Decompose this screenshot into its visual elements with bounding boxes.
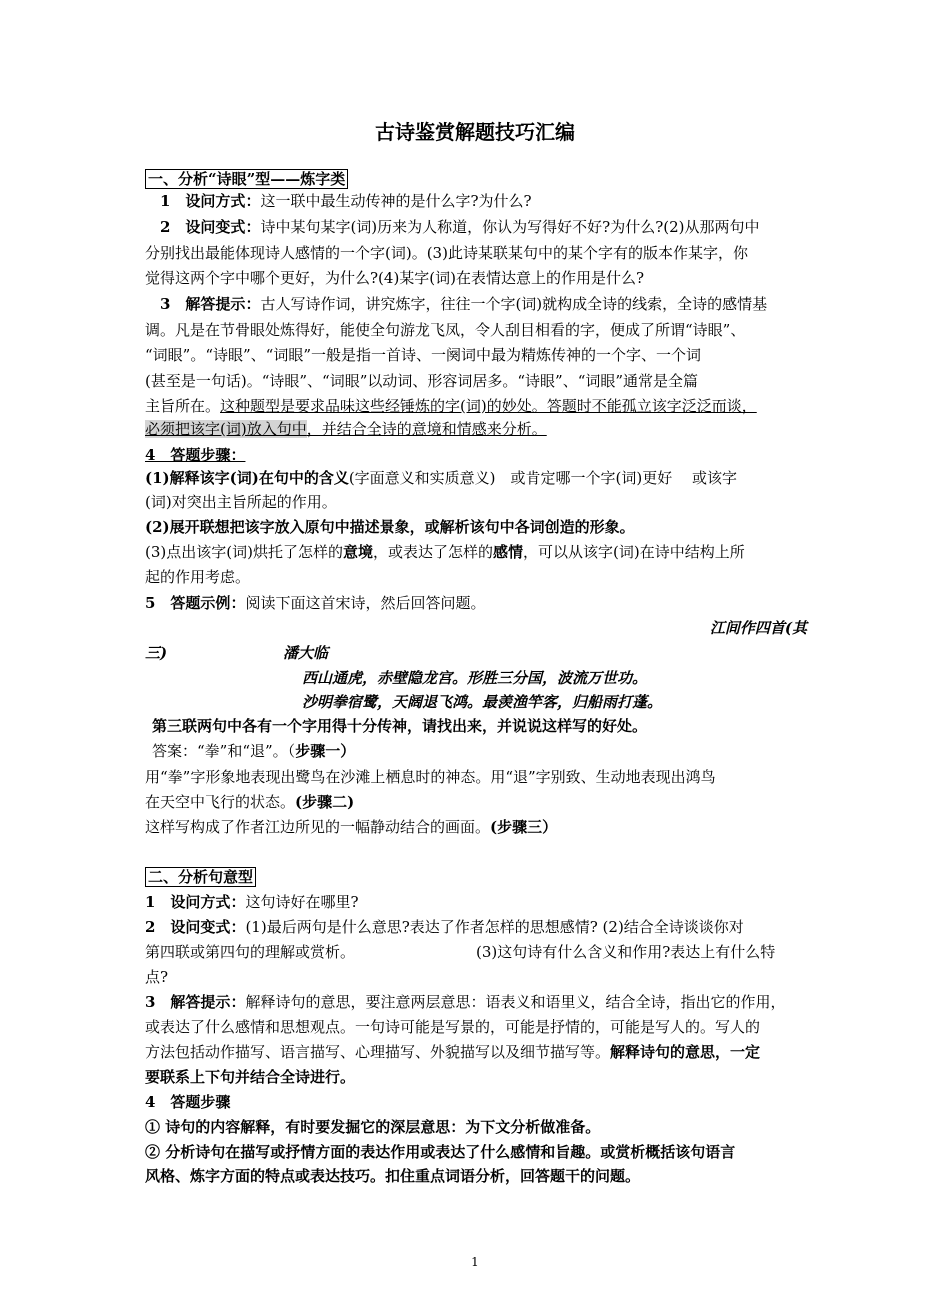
s2-variant-line-2b: (3)这句诗有什么含义和作用?表达上有什么特 (476, 943, 776, 961)
s1-step-3: (3)点出该字(词)烘托了怎样的意境，或表达了怎样的感情，可以从该字(词)在诗中结构上所 (145, 543, 745, 561)
s2-hint-line-4: 要联系上下句并结合全诗进行。 (145, 1068, 356, 1086)
document-title: 古诗鉴赏解题技巧汇编 (375, 120, 575, 144)
poem-author: 潘大临 (283, 644, 329, 662)
s1-hint-line-5: 主旨所在。这种题型是要求品味这些经锤炼的字(词)的妙处。答题时不能孤立该字泛泛而谈， (145, 397, 757, 415)
s1-example-line: 5 答题示例：阅读下面这首宋诗，然后回答问题。 (145, 594, 486, 612)
s2-variant-line-2a: 第四联或第四句的理解或赏析。 (145, 943, 356, 961)
s1-variant-line-1: 2 设问变式：诗中某句某字(词)历来为人称道，你认为写得好不好?为什么?(2)从那两句中 (160, 218, 760, 236)
answer-line-4: 这样写构成了作者江边所见的一幅静动结合的画面。(步骤三） (145, 818, 558, 836)
s2-step-1: ① 诗句的内容解释，有时要发掘它的深层意思：为下文分析做准备。 (145, 1118, 601, 1136)
answer-line-1: 答案：“拳”和“退”。（步骤一） (152, 742, 356, 760)
s2-steps-label: 4 答题步骤 (145, 1093, 231, 1111)
s2-step-2-cont: 风格、炼字方面的特点或表达技巧。扣住重点词语分析，回答题干的问题。 (145, 1167, 641, 1185)
s2-question-line: 1 设问方式：这句诗好在哪里? (145, 893, 359, 911)
s1-step-2: (2)展开联想把该字放入原句中描述景象，或解析该句中各词创造的形象。 (145, 518, 635, 536)
s1-hint-line-3: “词眼”。“诗眼”、“词眼”一般是指一首诗、一阕词中最为精炼传神的一个字、一个词 (145, 346, 702, 364)
s2-hint-line-2: 或表达了什么感情和思想观点。一句诗可能是写景的，可能是抒情的，可能是写人的。写人的 (145, 1018, 761, 1036)
example-question: 第三联两句中各有一个字用得十分传神，请找出来，并说说这样写的好处。 (152, 717, 648, 735)
s1-variant-line-2: 分别找出最能体现诗人感情的一个字(词)。(3)此诗某联某句中的某个字有的版本作某字，你 (145, 244, 748, 262)
answer-line-3: 在天空中飞行的状态。(步骤二) (145, 793, 355, 811)
section-2-heading: 二、分析句意型 (145, 866, 256, 888)
s1-step-1: (1)解释该字(词)在句中的含义(字面意义和实质意义) 或肯定哪一个字(词)更好 或该字 (145, 469, 738, 487)
s1-question-line: 1 设问方式：这一联中最生动传神的是什么字?为什么? (160, 192, 532, 210)
poem-title-cont: 三) (145, 644, 168, 662)
s2-variant-line-1: 2 设问变式：(1)最后两句是什么意思?表达了作者怎样的思想感情? (2)结合全诗谈谈你对 (145, 918, 744, 936)
poem-line-2: 沙明拳宿鹭，天阔退飞鸿。最羡渔竿客，归船雨打蓬。 (302, 693, 663, 711)
s2-hint-line-3: 方法包括动作描写、语言描写、心理描写、外貌描写以及细节描写等。解释诗句的意思，一定 (145, 1043, 761, 1061)
page-number: 1 (471, 1255, 479, 1269)
section-1-heading: 一、分析“诗眼”型——炼字类 (145, 168, 348, 190)
s1-hint-line-1: 3 解答提示：古人写诗作词，讲究炼字，往往一个字(词)就构成全诗的线索，全诗的感情基 (160, 295, 768, 313)
s1-steps-label: 4 答题步骤： (145, 446, 246, 464)
poem-title: 江间作四首(其 (709, 619, 807, 637)
s2-hint-line-1: 3 解答提示：解释诗句的意思，要注意两层意思：语表义和语里义，结合全诗，指出它的作用， (145, 993, 786, 1011)
s2-variant-line-3: 点? (145, 968, 169, 986)
s1-hint-line-6: 必须把该字(词)放入句中，并结合全诗的意境和情感来分析。 (145, 420, 547, 438)
s1-variant-line-3: 觉得这两个字中哪个更好，为什么?(4)某字(词)在表情达意上的作用是什么? (145, 269, 645, 287)
poem-line-1: 西山通虎，赤壁隐龙宫。形胜三分国，波流万世功。 (302, 669, 648, 687)
s2-step-2: ② 分析诗句在描写或抒情方面的表达作用或表达了什么感情和旨趣。或赏析概括该句语言 (145, 1143, 736, 1161)
s1-hint-line-4: (甚至是一句话)。“诗眼”、“词眼”以动词、形容词居多。“诗眼”、“词眼”通常是全篇 (145, 372, 699, 390)
s1-step-3-cont: 起的作用考虑。 (145, 568, 251, 586)
answer-line-2: 用“拳”字形象地表现出鹭鸟在沙滩上栖息时的神态。用“退”字别致、生动地表现出鸿鸟 (145, 768, 716, 786)
s1-hint-line-2: 调。凡是在节骨眼处炼得好，能使全句游龙飞凤，令人刮目相看的字，便成了所谓“诗眼”、 (145, 321, 746, 339)
s1-step-1-cont: (词)对突出主旨所起的作用。 (145, 493, 337, 511)
